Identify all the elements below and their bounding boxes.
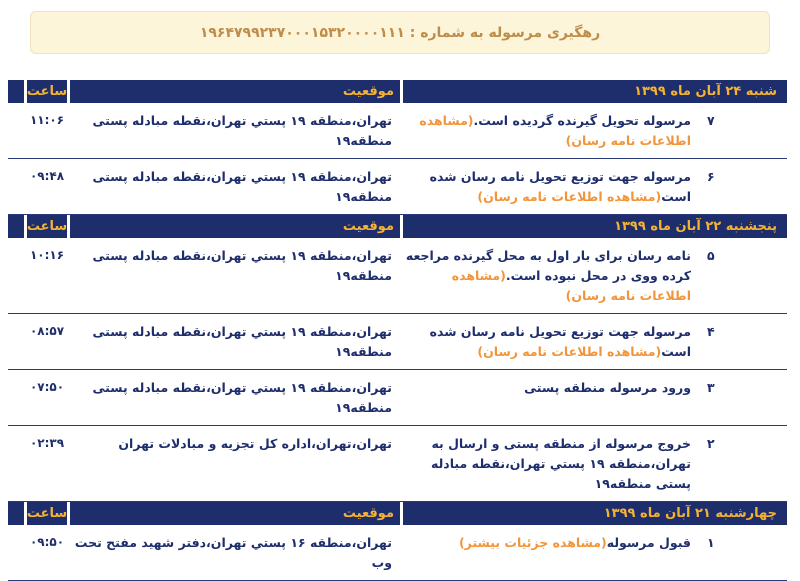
details-link[interactable]: (مشاهده اطلاعات نامه رسان): [451, 268, 691, 303]
location-text: تهران،تهران،اداره کل تجزیه و مبادلات تهران: [118, 436, 392, 451]
tracking-section: [8, 80, 787, 215]
status-text-wrap: [403, 167, 707, 207]
header-pad-cell: [8, 502, 24, 525]
table-row: [8, 159, 787, 215]
section-header-band: [8, 215, 787, 238]
row-pad-cell: [8, 378, 24, 418]
time-text: ۱۱:۰۶: [29, 113, 65, 127]
time-text: ۰۹:۴۸: [29, 169, 65, 183]
time-text: ۰۸:۵۷: [29, 324, 65, 338]
row-number: ۳: [707, 380, 715, 395]
time-column-header: ساعت: [27, 80, 67, 103]
location-text: تهران،منطقه ۱۹ پستي تهران،نقطه مبادله پستی منطقه۱۹: [92, 169, 392, 204]
status-cell: [403, 533, 787, 573]
status-text: مرسوله تحویل گیرنده گردیده است.: [473, 113, 691, 128]
row-number: ۶: [707, 169, 715, 184]
location-text: تهران،منطقه ۱۹ پستي تهران،نقطه مبادله پستی منطقه۱۹: [92, 248, 392, 283]
time-text: ۰۹:۵۰: [29, 535, 65, 549]
location-text: تهران،منطقه ۱۹ پستي تهران،نقطه مبادله پستی منطقه۱۹: [92, 324, 392, 359]
row-pad-cell: [8, 111, 24, 151]
location-text: تهران،منطقه ۱۹ پستي تهران،نقطه مبادله پستی منطقه۱۹: [92, 380, 392, 415]
location-column-header: موقعیت: [70, 80, 400, 103]
status-text-wrap: [403, 533, 707, 553]
status-text-wrap: [403, 111, 707, 151]
tracking-section: [8, 215, 787, 502]
details-link[interactable]: (مشاهده اطلاعات نامه رسان): [477, 344, 662, 359]
section-rows: [8, 103, 787, 215]
section-rows: [8, 238, 787, 502]
status-text: خروج مرسوله از منطقه پستی و ارسال به تهران،منطقه ۱۹ پستي تهران،نقطه مبادله پستی منطقه۱۹: [431, 436, 691, 491]
status-cell: [403, 378, 787, 418]
status-text-wrap: [403, 322, 707, 362]
table-row: [8, 525, 787, 581]
time-text: ۱۰:۱۶: [29, 248, 65, 262]
table-row: [8, 426, 787, 502]
table-row: [8, 238, 787, 314]
section-date: شنبه ۲۴ آبان ماه ۱۳۹۹: [403, 80, 787, 103]
status-text: مرسوله جهت توزیع تحویل نامه رسان شده است: [429, 324, 691, 359]
table-row: [8, 103, 787, 159]
time-column-header: ساعت: [27, 502, 67, 525]
location-column-header: موقعیت: [70, 502, 400, 525]
status-text: مرسوله جهت توزیع تحویل نامه رسان شده است: [429, 169, 691, 204]
section-rows: [8, 525, 787, 581]
time-text: ۰۷:۵۰: [29, 380, 65, 394]
section-date: پنجشنبه ۲۲ آبان ماه ۱۳۹۹: [403, 215, 787, 238]
details-link[interactable]: (مشاهده اطلاعات نامه رسان): [419, 113, 691, 148]
row-pad-cell: [8, 167, 24, 207]
row-number: ۴: [707, 324, 715, 339]
header-pad-cell: [8, 80, 24, 103]
status-cell: [403, 322, 787, 362]
status-cell: [403, 167, 787, 207]
table-row: [8, 314, 787, 370]
row-pad-cell: [8, 434, 24, 494]
status-text-wrap: [403, 434, 707, 494]
row-pad-cell: [8, 533, 24, 573]
location-text: تهران،منطقه ۱۹ پستي تهران،نقطه مبادله پستی منطقه۱۹: [92, 113, 392, 148]
location-column-header: موقعیت: [70, 215, 400, 238]
row-pad-cell: [8, 322, 24, 362]
tracking-section: [8, 502, 787, 581]
table-row: [8, 370, 787, 426]
row-pad-cell: [8, 246, 24, 306]
row-number: ۵: [707, 248, 715, 263]
section-header-band: [8, 80, 787, 103]
row-number: ۱: [707, 535, 715, 550]
status-cell: [403, 434, 787, 494]
details-link[interactable]: (مشاهده اطلاعات نامه رسان): [477, 189, 662, 204]
tracking-banner: [30, 11, 770, 54]
header-pad-cell: [8, 215, 24, 238]
row-number: ۷: [707, 113, 715, 128]
section-date: چهارشنبه ۲۱ آبان ماه ۱۳۹۹: [403, 502, 787, 525]
status-cell: [403, 246, 787, 306]
status-text-wrap: [403, 246, 707, 306]
location-text: تهران،منطقه ۱۶ پستي تهران،دفتر شهید مفتح تحت وب: [74, 535, 392, 570]
tracking-table: [8, 80, 787, 581]
details-link[interactable]: (مشاهده جزئیات بیشتر): [458, 535, 607, 550]
row-number: ۲: [707, 436, 715, 451]
status-text-wrap: [403, 378, 707, 398]
time-column-header: ساعت: [27, 215, 67, 238]
status-text: قبول مرسوله: [606, 535, 691, 550]
status-text: نامه رسان برای بار اول به محل گیرنده مراجعه کرده ووی در محل نبوده است.: [405, 248, 691, 283]
tracking-number-text: رهگیری مرسوله به شماره : ۱۹۶۴۷۹۹۲۳۷۰۰۰۱۵۳۲۰۰۰۰۱۱۱: [199, 24, 601, 41]
time-text: ۰۲:۳۹: [29, 436, 65, 450]
section-header-band: [8, 502, 787, 525]
status-text: ورود مرسوله منطقه پستی: [524, 380, 691, 395]
status-cell: [403, 111, 787, 151]
